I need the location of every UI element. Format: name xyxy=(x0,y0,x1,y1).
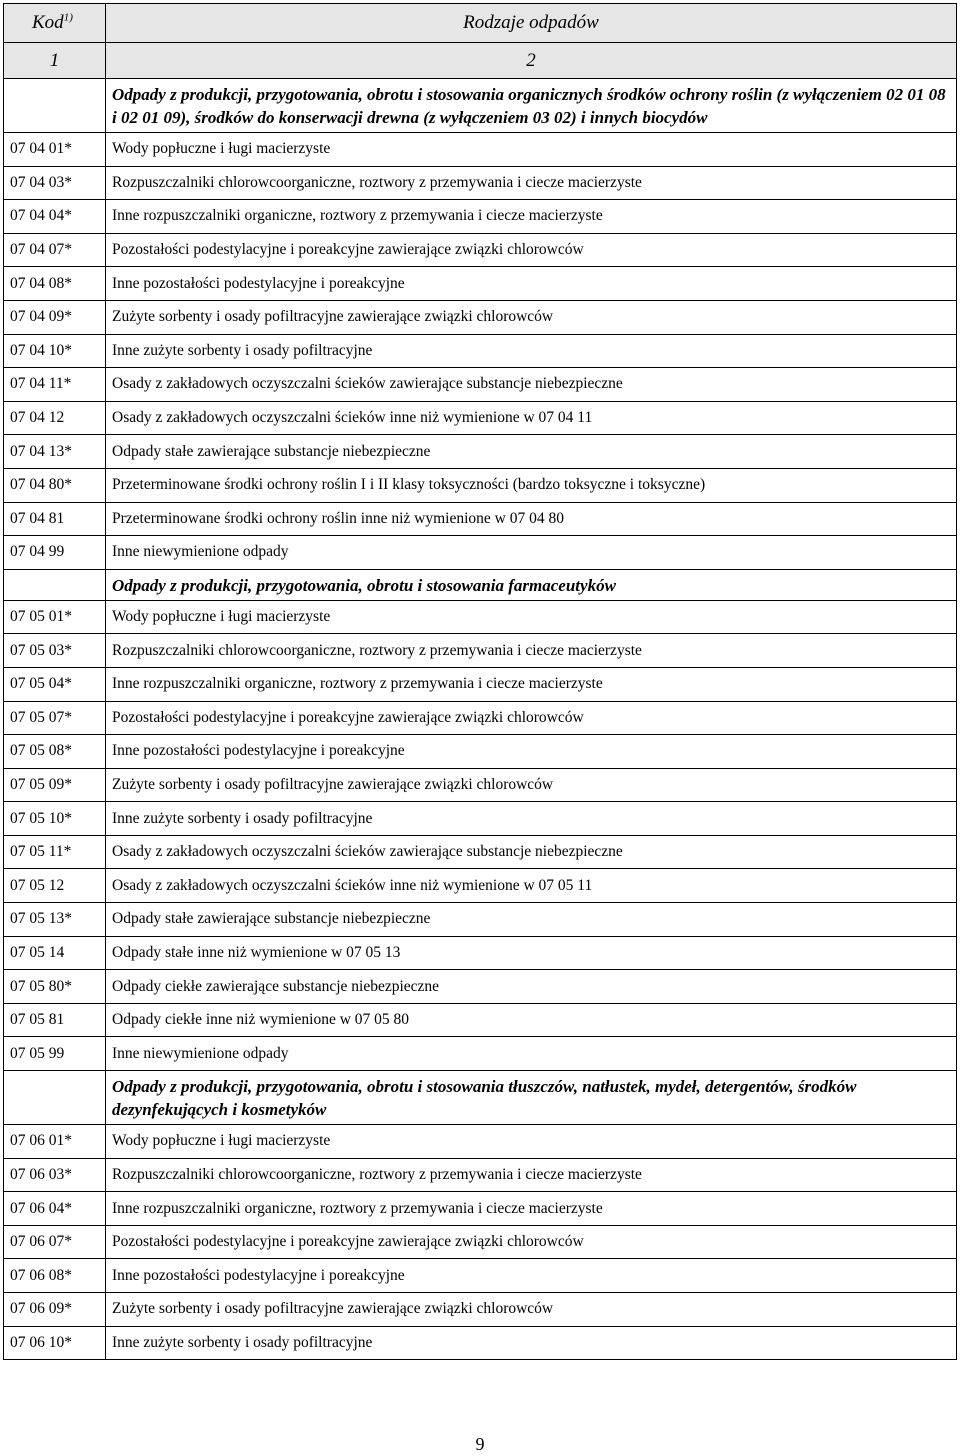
header-code-label: Kod xyxy=(32,12,64,33)
section-header-row xyxy=(4,79,957,133)
table-row xyxy=(4,267,957,301)
waste-code: 07 04 07* xyxy=(4,233,106,267)
waste-code: 07 05 11* xyxy=(4,835,106,869)
waste-description: Inne rozpuszczalniki organiczne, roztwory z przemywania i ciecze macierzyste xyxy=(106,667,957,701)
waste-code: 07 05 99 xyxy=(4,1037,106,1071)
waste-code: 07 06 08* xyxy=(4,1259,106,1293)
table-row xyxy=(4,300,957,334)
waste-code: 07 06 01* xyxy=(4,1125,106,1159)
table-row xyxy=(4,368,957,402)
table-row xyxy=(4,1192,957,1226)
table-row xyxy=(4,233,957,267)
waste-code: 07 04 10* xyxy=(4,334,106,368)
waste-description: Pozostałości podestylacyjne i poreakcyjne zawierające związki chlorowców xyxy=(106,1225,957,1259)
waste-description: Przeterminowane środki ochrony roślin I i II klasy toksyczności (bardzo toksyczne i toksyczne) xyxy=(106,468,957,502)
waste-description: Inne pozostałości podestylacyjne i poreakcyjne xyxy=(106,1259,957,1293)
waste-code: 07 06 03* xyxy=(4,1158,106,1192)
header-code-cell xyxy=(4,4,106,43)
table-row xyxy=(4,1293,957,1327)
table-row xyxy=(4,536,957,570)
waste-code: 07 05 81 xyxy=(4,1003,106,1037)
table-row xyxy=(4,334,957,368)
table-row xyxy=(4,435,957,469)
table-row xyxy=(4,600,957,634)
waste-code: 07 06 09* xyxy=(4,1293,106,1327)
waste-code: 07 05 10* xyxy=(4,802,106,836)
waste-description: Pozostałości podestylacyjne i poreakcyjne zawierające związki chlorowców xyxy=(106,233,957,267)
waste-code: 07 04 99 xyxy=(4,536,106,570)
waste-description: Rozpuszczalniki chlorowcoorganiczne, roztwory z przemywania i ciecze macierzyste xyxy=(106,166,957,200)
waste-code: 07 04 81 xyxy=(4,502,106,536)
section-header-row xyxy=(4,1071,957,1125)
table-row xyxy=(4,936,957,970)
waste-description: Wody popłuczne i ługi macierzyste xyxy=(106,1125,957,1159)
section-header-row xyxy=(4,569,957,600)
waste-code: 07 05 12 xyxy=(4,869,106,903)
waste-description: Inne niewymienione odpady xyxy=(106,536,957,570)
table-row xyxy=(4,802,957,836)
waste-code: 07 04 12 xyxy=(4,401,106,435)
waste-code: 07 04 80* xyxy=(4,468,106,502)
waste-description: Rozpuszczalniki chlorowcoorganiczne, roztwory z przemywania i ciecze macierzyste xyxy=(106,1158,957,1192)
header-col1-number: 1 xyxy=(4,43,106,79)
waste-description: Rozpuszczalniki chlorowcoorganiczne, roztwory z przemywania i ciecze macierzyste xyxy=(106,634,957,668)
waste-code: 07 04 08* xyxy=(4,267,106,301)
waste-description: Inne zużyte sorbenty i osady pofiltracyjne xyxy=(106,802,957,836)
waste-description: Zużyte sorbenty i osady pofiltracyjne zawierające związki chlorowców xyxy=(106,300,957,334)
waste-code: 07 04 11* xyxy=(4,368,106,402)
table-row xyxy=(4,1003,957,1037)
waste-description: Odpady stałe zawierające substancje niebezpieczne xyxy=(106,903,957,937)
table-row xyxy=(4,1037,957,1071)
table-row xyxy=(4,701,957,735)
section-title: Odpady z produkcji, przygotowania, obrotu i stosowania farmaceutyków xyxy=(106,569,957,600)
waste-description: Inne rozpuszczalniki organiczne, roztwory z przemywania i ciecze macierzyste xyxy=(106,200,957,234)
waste-code: 07 04 03* xyxy=(4,166,106,200)
table-body xyxy=(4,4,957,1360)
section-title: Odpady z produkcji, przygotowania, obrotu i stosowania tłuszczów, natłustek, mydeł, detergentów, środków dezynfekujących i kosmetyków xyxy=(106,1071,957,1125)
table-row xyxy=(4,634,957,668)
waste-description: Odpady stałe inne niż wymienione w 07 05 13 xyxy=(106,936,957,970)
waste-code: 07 05 09* xyxy=(4,768,106,802)
waste-description: Inne rozpuszczalniki organiczne, roztwory z przemywania i ciecze macierzyste xyxy=(106,1192,957,1226)
waste-description: Pozostałości podestylacyjne i poreakcyjne zawierające związki chlorowców xyxy=(106,701,957,735)
table-row xyxy=(4,1326,957,1360)
waste-description: Inne pozostałości podestylacyjne i poreakcyjne xyxy=(106,267,957,301)
page-number: 9 xyxy=(475,1434,485,1454)
waste-description: Zużyte sorbenty i osady pofiltracyjne zawierające związki chlorowców xyxy=(106,1293,957,1327)
waste-code: 07 05 14 xyxy=(4,936,106,970)
waste-codes-table xyxy=(3,3,957,1360)
waste-code: 07 05 08* xyxy=(4,735,106,769)
table-row xyxy=(4,869,957,903)
table-row xyxy=(4,166,957,200)
waste-code: 07 06 04* xyxy=(4,1192,106,1226)
section-code-cell xyxy=(4,569,106,600)
waste-description: Osady z zakładowych oczyszczalni ścieków inne niż wymienione w 07 05 11 xyxy=(106,869,957,903)
table-row xyxy=(4,903,957,937)
waste-code: 07 04 04* xyxy=(4,200,106,234)
waste-description: Przeterminowane środki ochrony roślin inne niż wymienione w 07 04 80 xyxy=(106,502,957,536)
waste-description: Wody popłuczne i ługi macierzyste xyxy=(106,600,957,634)
waste-description: Osady z zakładowych oczyszczalni ścieków zawierające substancje niebezpieczne xyxy=(106,368,957,402)
header-code-footnote: 1) xyxy=(63,11,73,24)
section-title: Odpady z produkcji, przygotowania, obrotu i stosowania organicznych środków ochrony roślin (z wyłączeniem 02 01 08 i 02 01 09), środków do konserwacji drewna (z wyłączeniem 03 02) i innych biocydów xyxy=(106,79,957,133)
waste-code: 07 05 04* xyxy=(4,667,106,701)
table-row xyxy=(4,1225,957,1259)
waste-description: Wody popłuczne i ługi macierzyste xyxy=(106,133,957,167)
header-number-row xyxy=(4,43,957,79)
waste-code: 07 06 07* xyxy=(4,1225,106,1259)
waste-description: Osady z zakładowych oczyszczalni ścieków inne niż wymienione w 07 04 11 xyxy=(106,401,957,435)
header-type-label: Rodzaje odpadów xyxy=(106,4,957,43)
waste-description: Inne niewymienione odpady xyxy=(106,1037,957,1071)
waste-code: 07 06 10* xyxy=(4,1326,106,1360)
waste-description: Odpady ciekłe zawierające substancje niebezpieczne xyxy=(106,970,957,1004)
header-col2-number: 2 xyxy=(106,43,957,79)
waste-code: 07 05 01* xyxy=(4,600,106,634)
waste-description: Inne pozostałości podestylacyjne i poreakcyjne xyxy=(106,735,957,769)
waste-code: 07 05 80* xyxy=(4,970,106,1004)
table-row xyxy=(4,735,957,769)
waste-description: Osady z zakładowych oczyszczalni ścieków zawierające substancje niebezpieczne xyxy=(106,835,957,869)
table-row xyxy=(4,1158,957,1192)
section-code-cell xyxy=(4,1071,106,1125)
waste-description: Inne zużyte sorbenty i osady pofiltracyjne xyxy=(106,334,957,368)
waste-code: 07 04 13* xyxy=(4,435,106,469)
waste-description: Zużyte sorbenty i osady pofiltracyjne zawierające związki chlorowców xyxy=(106,768,957,802)
waste-description: Inne zużyte sorbenty i osady pofiltracyjne xyxy=(106,1326,957,1360)
table-row xyxy=(4,133,957,167)
section-code-cell xyxy=(4,79,106,133)
table-row xyxy=(4,970,957,1004)
table-row xyxy=(4,1259,957,1293)
waste-code: 07 04 01* xyxy=(4,133,106,167)
waste-code: 07 04 09* xyxy=(4,300,106,334)
table-row xyxy=(4,502,957,536)
table-row xyxy=(4,835,957,869)
table-row xyxy=(4,768,957,802)
table-row xyxy=(4,667,957,701)
waste-code: 07 05 03* xyxy=(4,634,106,668)
waste-description: Odpady stałe zawierające substancje niebezpieczne xyxy=(106,435,957,469)
waste-code: 07 05 07* xyxy=(4,701,106,735)
table-row xyxy=(4,1125,957,1159)
table-row xyxy=(4,200,957,234)
waste-code: 07 05 13* xyxy=(4,903,106,937)
waste-description: Odpady ciekłe inne niż wymienione w 07 05 80 xyxy=(106,1003,957,1037)
header-row xyxy=(4,4,957,43)
table-row xyxy=(4,468,957,502)
table-row xyxy=(4,401,957,435)
